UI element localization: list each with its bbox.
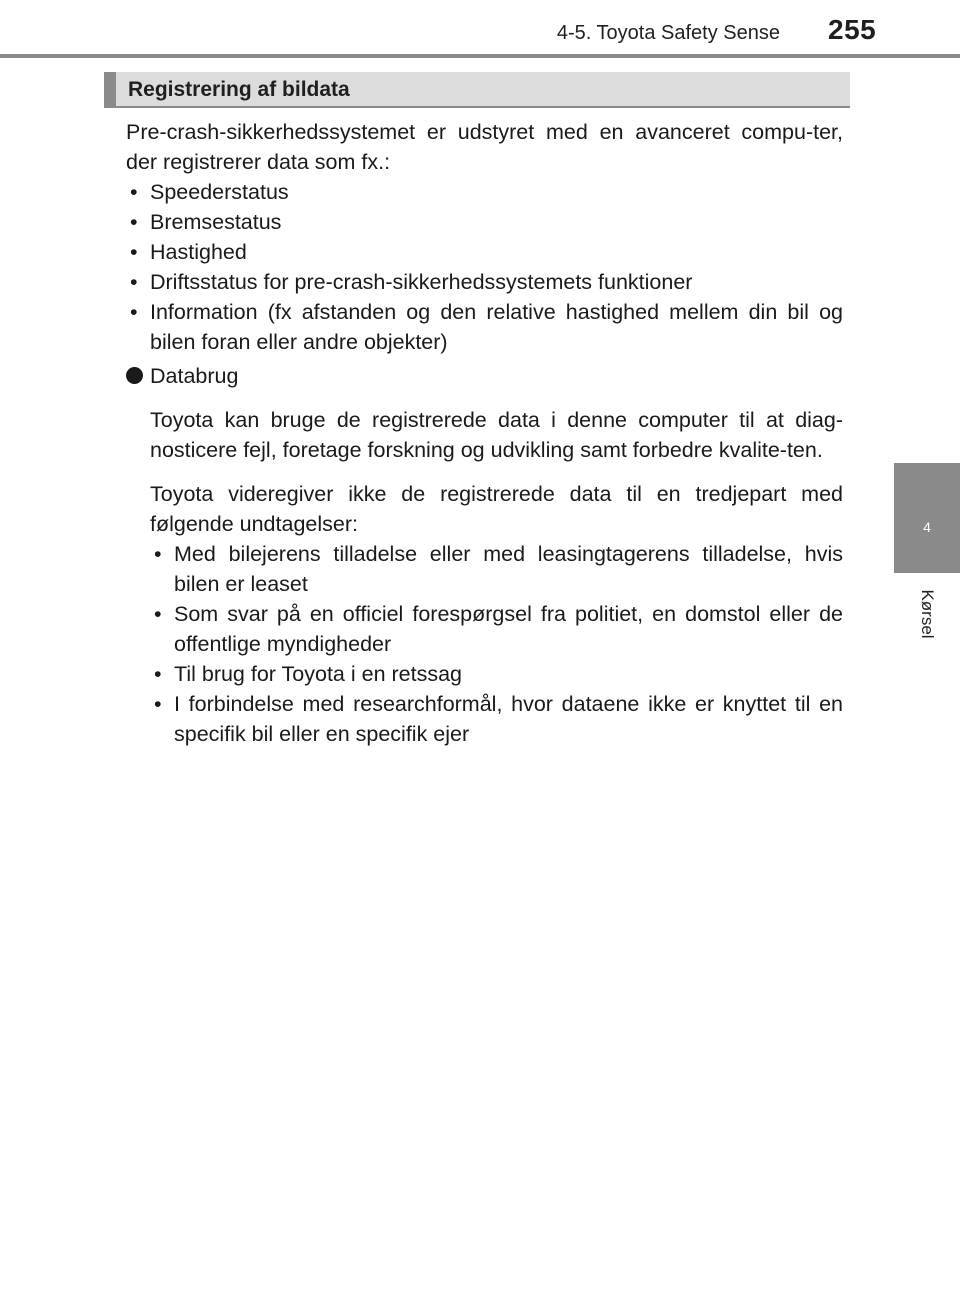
bullet-icon: •: [130, 270, 138, 294]
list-item: • Speederstatus: [126, 177, 843, 207]
bullet-icon: •: [130, 180, 138, 204]
bullet-icon: •: [154, 602, 162, 626]
data-items-list: [126, 177, 843, 357]
filled-circle-icon: [126, 367, 143, 384]
bullet-icon: •: [154, 692, 162, 716]
intro-paragraph: Pre-crash-sikkerhedssystemet er udstyret med en avanceret compu-ter, der registrerer data som fx.:: [126, 120, 843, 174]
exceptions-list: [150, 539, 843, 749]
bullet-icon: •: [154, 662, 162, 686]
list-item: • Information (fx afstanden og den relative hastighed mellem din bil og bilen foran eller andre objekter): [126, 297, 843, 357]
list-item: • Til brug for Toyota i en retssag: [150, 659, 843, 689]
databrug-paragraph-2: Toyota videregiver ikke de registrerede data til en tredjepart med følgende undtagelser:: [150, 482, 843, 536]
list-item: • Bremsestatus: [126, 207, 843, 237]
section-body: [126, 117, 843, 749]
list-item: • Driftsstatus for pre-crash-sikkerhedssystemets funktioner: [126, 267, 843, 297]
bullet-icon: •: [130, 210, 138, 234]
list-item: • I forbindelse med researchformål, hvor dataene ikke er knyttet til en specifik bil eller en specifik ejer: [150, 689, 843, 749]
chapter-tab: [894, 463, 960, 573]
bullet-icon: •: [154, 542, 162, 566]
list-item: • Hastighed: [126, 237, 843, 267]
list-item: • Med bilejerens tilladelse eller med leasingtagerens tilladelse, hvis bilen er leaset: [150, 539, 843, 599]
databrug-heading: [126, 361, 843, 391]
list-item: • Som svar på en officiel forespørgsel fra politiet, en domstol eller de offentlige myndigheder: [150, 599, 843, 659]
databrug-title: Databrug: [150, 364, 239, 388]
chapter-label: Kørsel: [918, 589, 937, 639]
section-heading: [104, 72, 850, 108]
chapter-number: 4: [923, 519, 931, 535]
page-number: 255: [828, 14, 877, 45]
header-rule: [0, 54, 960, 58]
bullet-icon: •: [130, 240, 138, 264]
running-header-section: 4-5. Toyota Safety Sense: [556, 22, 780, 44]
databrug-paragraph-1: Toyota kan bruge de registrerede data i denne computer til at diag-nosticere fejl, foretage forskning og udvikling samt forbedre kvalite-ten.: [150, 408, 843, 462]
databrug-body: [150, 405, 843, 749]
section-heading-title: Registrering af bildata: [128, 78, 350, 101]
bullet-icon: •: [130, 300, 138, 324]
